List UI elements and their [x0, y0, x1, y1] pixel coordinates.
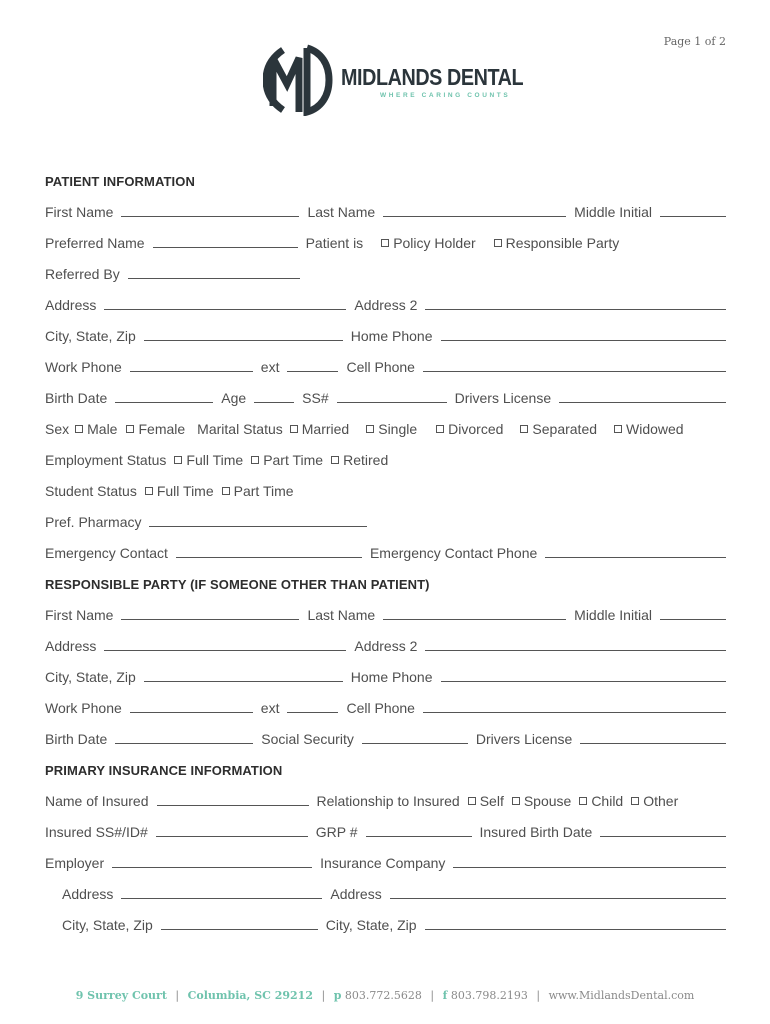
- insurance-city-row: [62, 914, 726, 934]
- footer-city: Columbia, SC 29212: [187, 989, 313, 1002]
- checkbox-icon: [174, 456, 182, 464]
- rp-middle-initial-field[interactable]: [660, 618, 726, 620]
- birth-date-field[interactable]: [115, 401, 213, 403]
- rp-city-state-zip-field[interactable]: [144, 680, 343, 682]
- ext-label: ext: [260, 359, 280, 375]
- name-of-insured-label: Name of Insured: [45, 793, 149, 809]
- grp-field[interactable]: [366, 835, 472, 837]
- marital-status-label: Marital Status: [197, 421, 283, 437]
- employer-address-label: Address: [62, 886, 114, 902]
- employer-address-field[interactable]: [121, 897, 322, 899]
- referred-by-row: [45, 263, 726, 283]
- rp-last-name-field[interactable]: [383, 618, 566, 620]
- checkbox-icon: [614, 425, 622, 433]
- address-label: Address: [45, 297, 97, 313]
- checkbox-icon: [381, 239, 389, 247]
- checkbox-icon: [631, 797, 639, 805]
- employer-label: Employer: [45, 855, 105, 871]
- employer-city-label: City, State, Zip: [62, 917, 153, 933]
- checkbox-icon: [126, 425, 134, 433]
- work-phone-row: [45, 356, 726, 376]
- section-heading-patient: PATIENT INFORMATION: [45, 174, 195, 189]
- pharmacy-row: [45, 511, 726, 531]
- ext-field[interactable]: [287, 370, 338, 372]
- self-checkbox[interactable]: Self: [468, 793, 504, 810]
- footer-street: 9 Surrey Court: [75, 989, 167, 1002]
- child-checkbox[interactable]: Child: [579, 793, 623, 810]
- rp-work-phone-label: Work Phone: [45, 700, 122, 716]
- middle-initial-field[interactable]: [660, 215, 726, 217]
- checkbox-icon: [512, 797, 520, 805]
- rp-social-security-field[interactable]: [362, 742, 468, 744]
- rp-drivers-license-field[interactable]: [580, 742, 726, 744]
- rp-birth-date-field[interactable]: [115, 742, 253, 744]
- retired-checkbox[interactable]: Retired: [331, 452, 388, 469]
- first-name-label: First Name: [45, 204, 114, 220]
- checkbox-icon: [579, 797, 587, 805]
- cell-phone-label: Cell Phone: [346, 359, 415, 375]
- patient-name-row: [45, 201, 726, 221]
- insurance-city-label: City, State, Zip: [325, 917, 417, 933]
- city-row: [45, 325, 726, 345]
- rp-home-phone-label: Home Phone: [350, 669, 433, 685]
- rp-city-state-zip-label: City, State, Zip: [45, 669, 136, 685]
- student-part-time-checkbox[interactable]: Part Time: [222, 483, 294, 500]
- last-name-label: Last Name: [307, 204, 376, 220]
- rp-address-field[interactable]: [104, 649, 346, 651]
- section-heading-responsible: RESPONSIBLE PARTY (IF SOMEONE OTHER THAN PATIENT): [45, 577, 430, 592]
- married-checkbox[interactable]: Married: [290, 421, 349, 438]
- home-phone-label: Home Phone: [350, 328, 433, 344]
- checkbox-icon: [436, 425, 444, 433]
- rp-address2-field[interactable]: [425, 649, 726, 651]
- employer-row: [45, 852, 726, 872]
- policy-holder-checkbox[interactable]: Policy Holder: [381, 235, 475, 252]
- middle-initial-label: Middle Initial: [574, 204, 652, 220]
- sex-marital-row: [45, 418, 726, 438]
- checkbox-icon: [290, 425, 298, 433]
- checkbox-icon: [331, 456, 339, 464]
- emergency-contact-phone-label: Emergency Contact Phone: [369, 545, 538, 561]
- age-field[interactable]: [254, 401, 294, 403]
- rp-last-name-label: Last Name: [307, 607, 376, 623]
- insurance-address-label: Address: [330, 886, 382, 902]
- birth-date-row: [45, 387, 726, 407]
- logo-tagline: WHERE CARING COUNTS: [380, 92, 511, 99]
- footer-website[interactable]: www.MidlandsDental.com: [548, 989, 695, 1002]
- drivers-license-field[interactable]: [559, 401, 726, 403]
- rp-cell-phone-field[interactable]: [423, 711, 726, 713]
- address-field[interactable]: [104, 308, 346, 310]
- md-monogram-icon: [263, 44, 333, 116]
- relationship-label: Relationship to Insured: [316, 793, 460, 809]
- employment-full-time-checkbox[interactable]: Full Time: [174, 452, 243, 469]
- insured-birth-date-field[interactable]: [600, 835, 726, 837]
- checkbox-icon: [468, 797, 476, 805]
- grp-label: GRP #: [315, 824, 358, 840]
- insured-id-row: [45, 821, 726, 841]
- first-name-field[interactable]: [121, 215, 299, 217]
- emergency-contact-label: Emergency Contact: [45, 545, 168, 561]
- insured-birth-date-label: Insured Birth Date: [479, 824, 593, 840]
- rp-cell-phone-label: Cell Phone: [346, 700, 415, 716]
- rp-name-row: [45, 604, 726, 624]
- company-logo: [263, 44, 523, 118]
- city-state-zip-field[interactable]: [144, 339, 343, 341]
- divorced-checkbox[interactable]: Divorced: [436, 421, 503, 438]
- rp-address-label: Address: [45, 638, 97, 654]
- rp-middle-initial-label: Middle Initial: [574, 607, 652, 623]
- last-name-field[interactable]: [383, 215, 566, 217]
- insured-ssid-label: Insured SS#/ID#: [45, 824, 148, 840]
- rp-drivers-license-label: Drivers License: [475, 731, 573, 747]
- ss-label: SS#: [302, 390, 329, 406]
- rp-birth-date-label: Birth Date: [45, 731, 108, 747]
- rp-first-name-label: First Name: [45, 607, 114, 623]
- checkbox-icon: [75, 425, 83, 433]
- rp-social-security-label: Social Security: [261, 731, 354, 747]
- single-checkbox[interactable]: Single: [366, 421, 417, 438]
- rp-ext-label: ext: [260, 700, 280, 716]
- employer-city-field[interactable]: [161, 928, 318, 930]
- sex-label: Sex: [45, 421, 70, 437]
- insurance-address-field[interactable]: [390, 897, 726, 899]
- spouse-checkbox[interactable]: Spouse: [512, 793, 571, 810]
- preferred-name-field[interactable]: [153, 246, 298, 248]
- separated-checkbox[interactable]: Separated: [520, 421, 597, 438]
- other-checkbox[interactable]: Other: [631, 793, 678, 810]
- rp-work-phone-field[interactable]: [130, 711, 253, 713]
- insurance-address-row: [62, 883, 726, 903]
- preferred-name-row: [45, 232, 726, 252]
- work-phone-label: Work Phone: [45, 359, 122, 375]
- male-checkbox[interactable]: Male: [75, 421, 117, 438]
- insured-ssid-field[interactable]: [156, 835, 308, 837]
- insured-name-row: [45, 790, 726, 810]
- insurance-company-label: Insurance Company: [320, 855, 446, 871]
- rp-first-name-field[interactable]: [121, 618, 299, 620]
- preferred-name-label: Preferred Name: [45, 235, 145, 251]
- rp-address2-label: Address 2: [354, 638, 418, 654]
- address-row: [45, 294, 726, 314]
- footer: 9 Surrey Court | Columbia, SC 29212 | p 803.772.5628 | f 803.798.2193 | www.MidlandsDental.com: [75, 989, 695, 1002]
- logo-name: MIDLANDS DENTAL: [341, 64, 524, 90]
- pref-pharmacy-label: Pref. Pharmacy: [45, 514, 142, 530]
- city-state-zip-label: City, State, Zip: [45, 328, 136, 344]
- insurance-company-field[interactable]: [453, 866, 726, 868]
- referred-by-label: Referred By: [45, 266, 120, 282]
- checkbox-icon: [222, 487, 230, 495]
- cell-phone-field[interactable]: [423, 370, 726, 372]
- drivers-license-label: Drivers License: [454, 390, 552, 406]
- emergency-contact-phone-field[interactable]: [545, 556, 726, 558]
- female-checkbox[interactable]: Female: [126, 421, 185, 438]
- patient-is-label: Patient is: [305, 235, 364, 251]
- responsible-party-checkbox[interactable]: Responsible Party: [494, 235, 620, 252]
- pref-pharmacy-field[interactable]: [149, 525, 367, 527]
- rp-home-phone-field[interactable]: [441, 680, 727, 682]
- rp-address-row: [45, 635, 726, 655]
- ss-field[interactable]: [337, 401, 447, 403]
- birth-date-label: Birth Date: [45, 390, 108, 406]
- address2-field[interactable]: [425, 308, 726, 310]
- rp-work-phone-row: [45, 697, 726, 717]
- address2-label: Address 2: [354, 297, 418, 313]
- employment-status-label: Employment Status: [45, 452, 167, 468]
- widowed-checkbox[interactable]: Widowed: [614, 421, 684, 438]
- referred-by-field[interactable]: [128, 277, 300, 279]
- employment-part-time-checkbox[interactable]: Part Time: [251, 452, 323, 469]
- student-status-label: Student Status: [45, 483, 137, 499]
- work-phone-field[interactable]: [130, 370, 253, 372]
- checkbox-icon: [494, 239, 502, 247]
- age-label: Age: [221, 390, 247, 406]
- employer-field[interactable]: [112, 866, 312, 868]
- emergency-row: [45, 542, 726, 562]
- rp-birth-date-row: [45, 728, 726, 748]
- footer-phone: 803.772.5628: [344, 989, 422, 1002]
- student-full-time-checkbox[interactable]: Full Time: [145, 483, 214, 500]
- section-heading-insurance: PRIMARY INSURANCE INFORMATION: [45, 763, 283, 778]
- rp-ext-field[interactable]: [287, 711, 338, 713]
- emergency-contact-field[interactable]: [176, 556, 362, 558]
- checkbox-icon: [145, 487, 153, 495]
- checkbox-icon: [520, 425, 528, 433]
- checkbox-icon: [251, 456, 259, 464]
- rp-city-row: [45, 666, 726, 686]
- footer-fax: 803.798.2193: [450, 989, 528, 1002]
- student-row: [45, 480, 726, 500]
- page-number: Page 1 of 2: [663, 35, 726, 48]
- name-of-insured-field[interactable]: [157, 804, 309, 806]
- checkbox-icon: [366, 425, 374, 433]
- employment-row: [45, 449, 726, 469]
- insurance-city-field[interactable]: [425, 928, 726, 930]
- home-phone-field[interactable]: [441, 339, 727, 341]
